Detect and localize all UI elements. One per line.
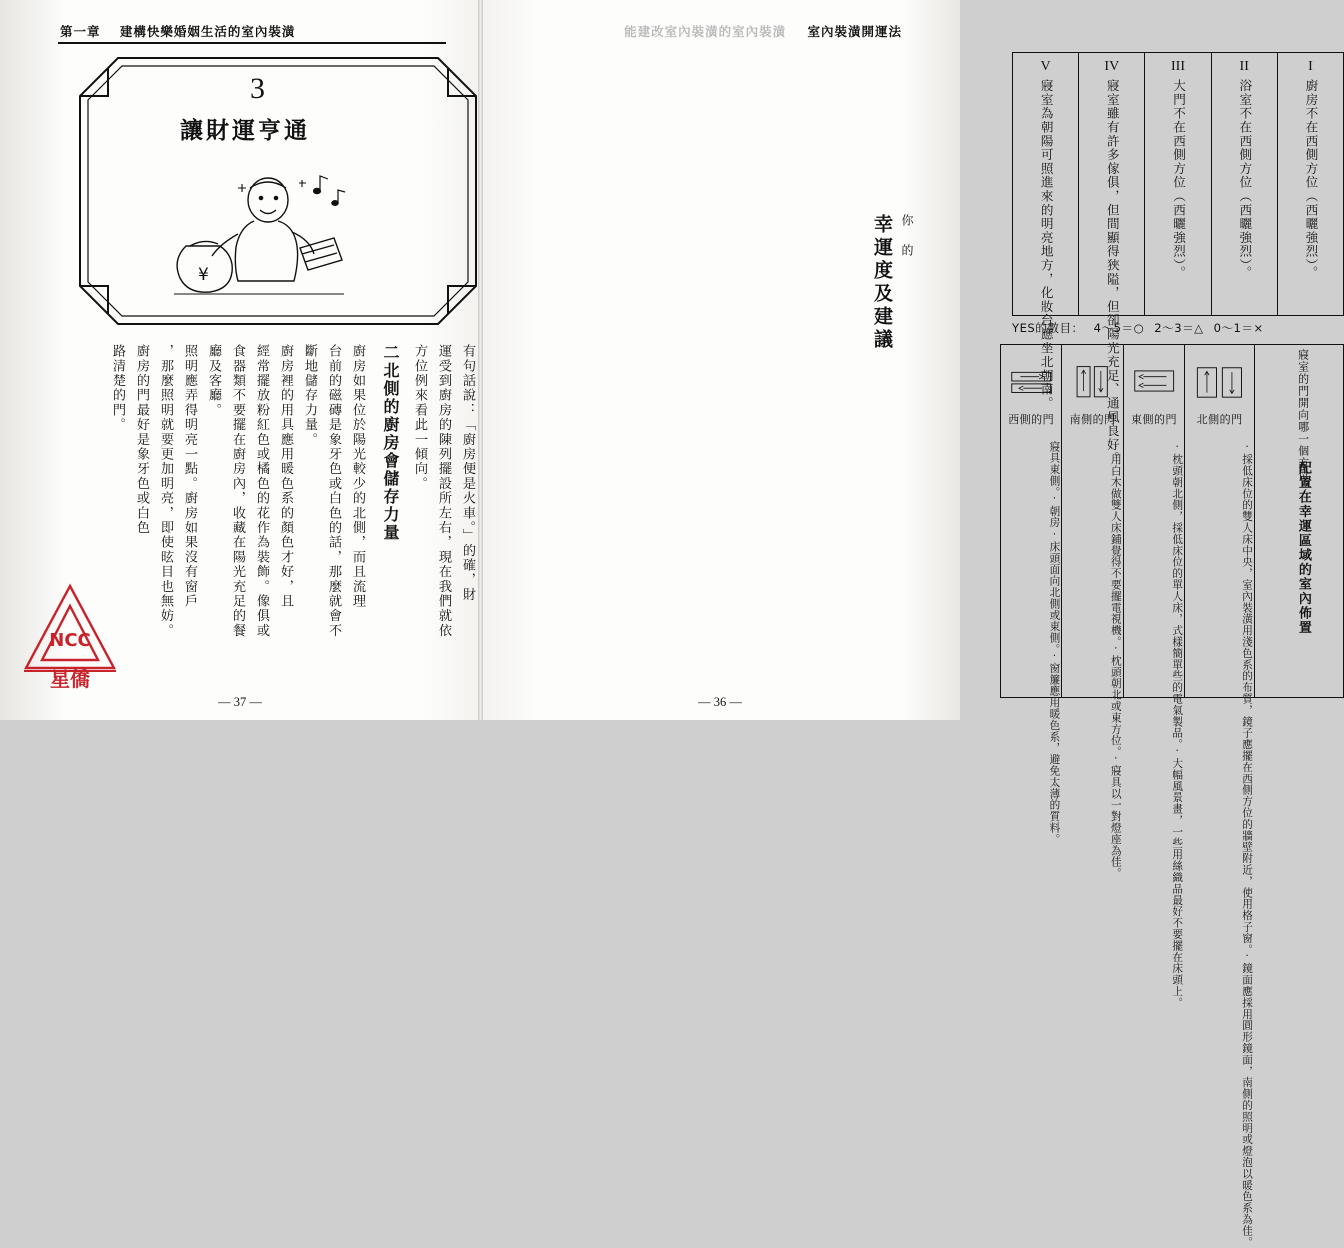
door-text: 寢具東側。‧朝房‧床頭面向北側或東側。‧窗簾應用暖色系，避免太薄的質料。 bbox=[1048, 441, 1061, 845]
stamp-line1: NCC bbox=[49, 630, 91, 651]
book-gutter bbox=[478, 0, 483, 720]
column-numeral: II bbox=[1239, 59, 1249, 74]
door-label: 北側的門 bbox=[1196, 413, 1243, 426]
door-text: ‧用白木做雙人床鋪覺得不要擺電視機。‧枕頭朝北或東方位。‧寢具以一對燈座為佳。 bbox=[1109, 441, 1122, 880]
door-direction-table bbox=[1000, 344, 1344, 1248]
body-column: 運受到廚房的陳列擺設所左右，現在我們就依 bbox=[436, 344, 451, 638]
section-title: 讓財運亨通 bbox=[180, 118, 310, 144]
answer-heading: 配置在幸運區域的室內佈置 bbox=[1295, 461, 1311, 635]
table-column bbox=[1211, 53, 1277, 315]
body-column: 照明應弄得明亮一點。廚房如果沒有窗戶 bbox=[182, 344, 197, 609]
body-column: 路清楚的門。 bbox=[110, 344, 125, 433]
body-column: 廚房的門最好是象牙色或白色 bbox=[134, 344, 149, 536]
chapter-title: 建構快樂婚姻生活的室內裝潢 bbox=[119, 24, 296, 39]
question-column bbox=[1254, 345, 1343, 697]
column-text: 寢室雖有許多傢俱，但間顯得狹隘，但卻陽光充足、通風良好。 bbox=[1104, 79, 1120, 466]
body-column: 廚房裡的用具應用暖色系的顏色才好，且 bbox=[278, 344, 293, 609]
section-number: 3 bbox=[250, 72, 265, 105]
column-text: 廚房不在西側方位（西曬強烈）。 bbox=[1303, 79, 1319, 280]
body-column: 斷地儲存力量。 bbox=[302, 344, 317, 447]
body-column: 廳及客廳。 bbox=[206, 344, 221, 418]
score-label: YES的數目： bbox=[1012, 321, 1084, 335]
door-label: 南側的門 bbox=[1069, 413, 1116, 426]
library-stamp bbox=[22, 580, 118, 691]
door-text: ‧枕頭朝北側，採低床位的單人床，式樣簡單些的電氣製品。‧大幅風景畫，一些用絲織品最好不要擺在床頭上。 bbox=[1171, 441, 1184, 1009]
svg-text:¥: ¥ bbox=[198, 265, 209, 285]
subsection-heading: 二北側的廚房會儲存力量 bbox=[381, 344, 400, 542]
body-column: ，那麼照明就要更加明亮，即使昡目也無妨。 bbox=[158, 344, 173, 638]
side-title bbox=[847, 58, 940, 352]
door-column-south bbox=[1061, 345, 1122, 880]
side-title-main: 幸運度及建議 bbox=[871, 214, 893, 352]
column-text: 大門不在西側方位（西曬強烈）。 bbox=[1171, 79, 1187, 280]
stamp-line2: 星僑 bbox=[50, 667, 90, 691]
score-item: 0～1＝× bbox=[1213, 321, 1264, 335]
left-page-number: — 37 — bbox=[218, 695, 262, 709]
right-page-header bbox=[522, 22, 902, 40]
east-door-icon bbox=[1129, 353, 1179, 409]
left-page bbox=[0, 0, 480, 720]
score-item: 4～5＝○ bbox=[1093, 321, 1145, 335]
chapter-label: 第一章 bbox=[60, 24, 101, 39]
body-column: 經常擺放粉紅色或橘色的花作為裝飾。像俱或 bbox=[254, 344, 269, 638]
side-title-small: 你 的 bbox=[900, 214, 914, 258]
score-item: 2～3＝△ bbox=[1154, 321, 1204, 335]
header-ghost-text: 能建改室內裝潢的室內裝潢 bbox=[624, 24, 787, 39]
door-label: 西側的門 bbox=[1008, 413, 1055, 426]
body-column: 廚房如果位於陽光較少的北側，而且流理 bbox=[350, 344, 365, 609]
body-column: 有句話說：「廚房便是火車。」的確，財 bbox=[460, 344, 475, 602]
body-column: 食器類不要擺在廚房內，收藏在陽光充足的餐 bbox=[230, 344, 245, 638]
question-text: 寢室的門開向哪一個方位？ bbox=[1296, 349, 1310, 493]
table-column bbox=[1277, 53, 1343, 315]
header-title: 室內裝潢開運法 bbox=[807, 24, 902, 39]
column-numeral: IV bbox=[1104, 59, 1120, 74]
door-text: ‧採低床位的雙人床中央，室內裝潢用淺色系的布質，鏡子應擺在西側方位的牆壁附近，使用格子窗。‧鏡面應採用圓形鏡面，南側的照明或燈泡以暖色系為佳。 bbox=[1241, 441, 1254, 1248]
column-numeral: I bbox=[1308, 59, 1313, 74]
door-label: 東側的門 bbox=[1130, 413, 1177, 426]
table-column bbox=[1144, 53, 1210, 315]
north-door-icon bbox=[1190, 353, 1249, 409]
score-legend bbox=[1012, 320, 1342, 336]
body-column: 台前的磁磚是象牙色或白色的話，那麼就會不 bbox=[326, 344, 341, 638]
column-numeral: III bbox=[1171, 59, 1185, 74]
door-column-west bbox=[1001, 345, 1061, 845]
right-page bbox=[480, 0, 1319, 1248]
door-column-north bbox=[1184, 345, 1254, 1248]
column-text: 浴室不在西側方位（西曬強烈）。 bbox=[1237, 79, 1253, 280]
door-column-east bbox=[1123, 345, 1184, 1009]
left-page-header bbox=[60, 22, 440, 40]
west-door-icon bbox=[1006, 353, 1056, 409]
body-column: 方位例來看此一傾向。 bbox=[412, 344, 427, 491]
right-page-number: — 36 — bbox=[698, 695, 742, 709]
header-rule bbox=[58, 42, 446, 44]
south-door-icon bbox=[1067, 353, 1117, 409]
column-text: 寢室為朝陽可照進來的明亮地方，化妝台應坐北朝南。 bbox=[1038, 79, 1054, 411]
man-with-money-bag-illustration bbox=[150, 172, 370, 302]
column-numeral: V bbox=[1040, 59, 1051, 74]
